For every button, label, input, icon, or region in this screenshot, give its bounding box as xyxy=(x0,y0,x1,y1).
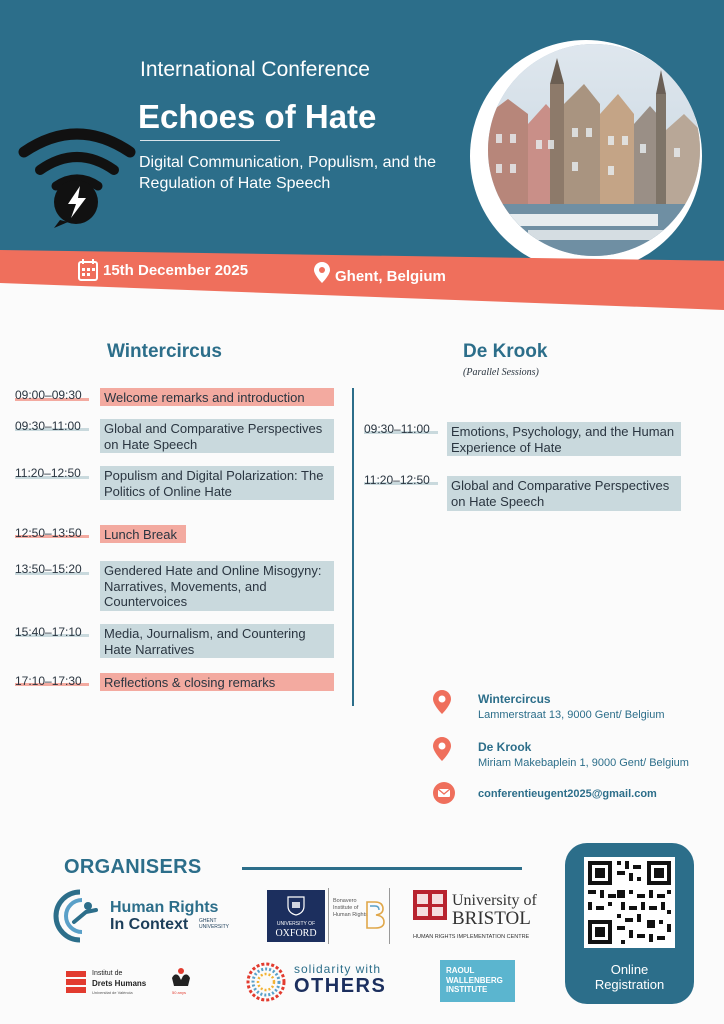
registration-line2: Registration xyxy=(594,977,665,992)
session-time: 17:10–17:30 xyxy=(15,674,82,688)
session-time: 09:00–09:30 xyxy=(15,388,82,402)
wintercircus-heading: Wintercircus xyxy=(107,341,222,362)
bonavero-text: Bonavero Institute of Human Rights xyxy=(333,898,368,918)
contact-email-link[interactable]: conferentieugent2025@gmail.com xyxy=(478,788,657,800)
bristol-crest-icon xyxy=(413,890,447,920)
solidarity-line2: OTHERS xyxy=(294,975,387,997)
hric-logo-icon xyxy=(50,888,106,944)
conference-subtitle: Digital Communication, Populism, and the Regulation of Hate Speech xyxy=(139,154,437,192)
session-time: 13:50–15:20 xyxy=(15,562,82,576)
qr-code-icon[interactable] xyxy=(584,857,675,948)
session-time: 11:20–12:50 xyxy=(364,473,430,487)
idh-line2: Drets Humans xyxy=(92,979,147,988)
schedule-divider xyxy=(352,388,354,706)
logo-divider xyxy=(389,888,390,944)
title-divider xyxy=(140,140,280,141)
oxford-line1: UNIVERSITY OF xyxy=(276,921,316,927)
session-title: Populism and Digital Polarization: The Politics of Online Hate xyxy=(100,466,334,500)
map-pin-icon xyxy=(433,690,451,714)
session-title: Lunch Break xyxy=(100,525,186,543)
oxford-crest-icon xyxy=(287,896,305,916)
email-icon xyxy=(433,782,455,804)
conference-supertitle: International Conference xyxy=(140,58,370,81)
contact-venue-address: Miriam Makebaplein 1, 9000 Gent/ Belgium xyxy=(478,757,689,769)
oxford-logo xyxy=(267,890,325,942)
session-title: Global and Comparative Perspectives on Hate Speech xyxy=(447,476,681,511)
oxford-line2: OXFORD xyxy=(275,928,317,939)
hric-sub: GHENT UNIVERSITY xyxy=(199,918,230,930)
session-time: 12:50–13:50 xyxy=(15,526,82,540)
session-time: 09:30–11:00 xyxy=(364,422,430,436)
calendar-icon xyxy=(78,259,98,281)
event-location: Ghent, Belgium xyxy=(335,268,446,285)
session-title: Emotions, Psychology, and the Human Experience of Hate xyxy=(447,422,681,456)
parallel-note: (Parallel Sessions) xyxy=(463,367,539,378)
bonavero-b-icon xyxy=(364,900,386,930)
session-title: Gendered Hate and Online Misogyny: Narratives, Movements, and Countervoices xyxy=(100,561,334,611)
session-time: 15:40–17:10 xyxy=(15,625,82,639)
contact-venue-name: Wintercircus xyxy=(478,692,551,706)
ghent-skyline-image xyxy=(488,44,700,256)
contact-venue-address: Lammerstraat 13, 9000 Gent/ Belgium xyxy=(478,709,665,721)
logo-divider xyxy=(328,888,329,944)
bristol-line2: BRISTOL xyxy=(452,908,531,929)
idh-sub: Universitat de València xyxy=(92,990,133,995)
session-time: 09:30–11:00 xyxy=(15,419,81,433)
event-date: 15th December 2025 xyxy=(103,262,249,279)
map-pin-icon xyxy=(433,737,451,761)
years-badge: 50 anys xyxy=(172,990,187,995)
wifi-alert-icon xyxy=(18,122,136,230)
organisers-heading: ORGANISERS xyxy=(64,856,202,878)
session-title: Media, Journalism, and Countering Hate Narratives xyxy=(100,624,334,658)
solidarity-ring-icon xyxy=(244,960,288,1004)
registration-label[interactable] xyxy=(565,962,694,992)
hric-line1: Human Rights xyxy=(110,899,219,916)
hands-icon xyxy=(170,966,192,988)
organisers-divider xyxy=(242,867,522,870)
raoul-logo xyxy=(440,960,515,1002)
solidarity-line1: solidarity with xyxy=(294,962,382,976)
session-time: 11:20–12:50 xyxy=(15,466,81,480)
map-pin-icon xyxy=(314,262,330,284)
idh-line1: Institut de xyxy=(92,970,123,977)
ghent-photo xyxy=(488,44,700,256)
session-title: Welcome remarks and introduction xyxy=(100,388,334,406)
idh-logo-icon xyxy=(66,971,86,993)
dekrook-heading: De Krook xyxy=(463,341,548,362)
bristol-line1: University of xyxy=(452,892,537,909)
bristol-sub: HUMAN RIGHTS IMPLEMENTATION CENTRE xyxy=(413,934,530,940)
session-title: Global and Comparative Perspectives on Hate Speech xyxy=(100,419,334,453)
conference-title: Echoes of Hate xyxy=(138,98,377,135)
hric-line2: In Context xyxy=(110,916,189,933)
session-title: Reflections & closing remarks xyxy=(100,673,334,691)
raoul-text: RAOUL WALLENBERG INSTITUTE xyxy=(446,966,503,994)
contact-venue-name: De Krook xyxy=(478,740,532,754)
registration-line1: Online xyxy=(610,962,649,977)
